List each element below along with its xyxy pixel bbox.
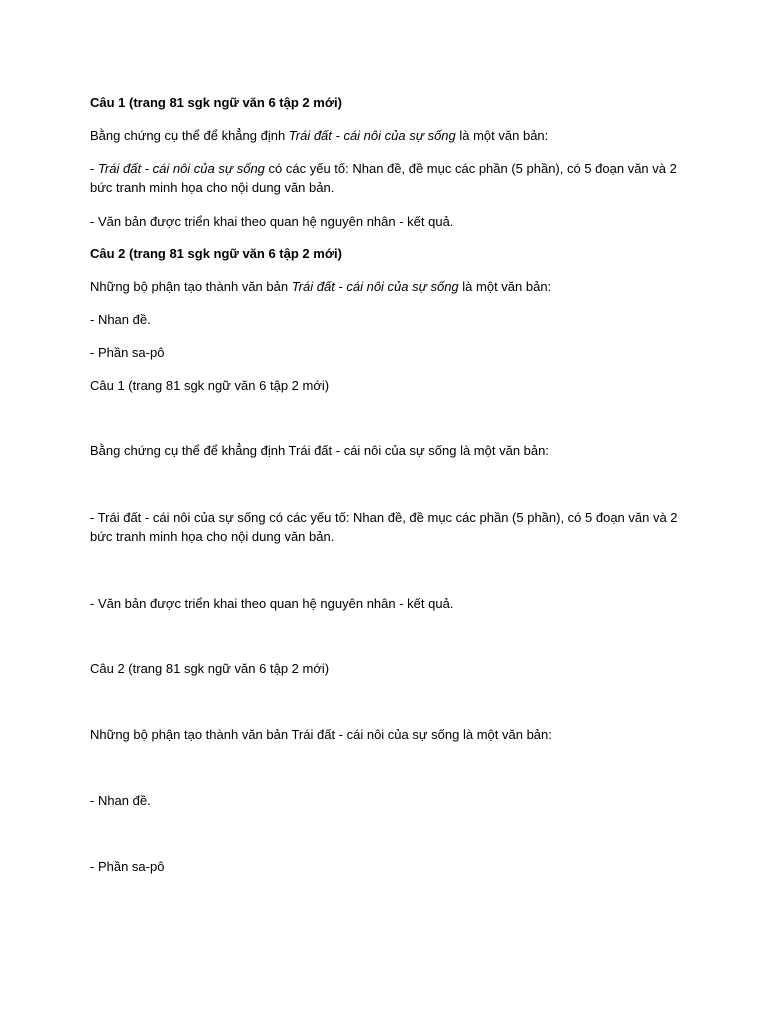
point-text: có các yếu tố: Nhan đề, đề mục các phần (5 phần), có 5 đoạn văn và 2 bức tranh minh họa cho nội dung văn bản. (90, 161, 677, 195)
intro-text-end: là một văn bản: (455, 128, 549, 143)
italic-title: Trái đất - cái nôi của sự sống (291, 279, 459, 294)
intro-text: Bằng chứng cụ thể để khẳng định (90, 128, 289, 143)
plain-question-1-intro: Bằng chứng cụ thể để khẳng định Trái đất - cái nôi của sự sống là một văn bản: (90, 443, 549, 458)
question-2-intro (90, 277, 690, 296)
dash: - (90, 161, 98, 176)
question-2-point-2: - Phần sa-pô (90, 345, 165, 360)
plain-question-2-intro: Những bộ phận tạo thành văn bản Trái đất - cái nôi của sự sống là một văn bản: (90, 727, 552, 742)
italic-title: Trái đất - cái nôi của sự sống (288, 128, 456, 143)
intro-text-end: là một văn bản: (458, 279, 552, 294)
question-1-heading: Câu 1 (trang 81 sgk ngữ văn 6 tập 2 mới) (90, 95, 342, 110)
question-2-point-1: - Nhan đề. (90, 312, 151, 327)
question-2-heading: Câu 2 (trang 81 sgk ngữ văn 6 tập 2 mới) (90, 246, 342, 261)
plain-question-2-point-2: - Phần sa-pô (90, 859, 165, 874)
plain-question-2-point-1: - Nhan đề. (90, 793, 151, 808)
italic-title: Trái đất - cái nôi của sự sống (97, 161, 265, 176)
plain-question-1-heading: Câu 1 (trang 81 sgk ngữ văn 6 tập 2 mới) (90, 378, 330, 393)
plain-question-1-point-2: - Văn bản được triển khai theo quan hệ nguyên nhân - kết quả. (90, 596, 454, 611)
plain-question-2-heading: Câu 2 (trang 81 sgk ngữ văn 6 tập 2 mới) (90, 661, 330, 676)
intro-text: Những bộ phận tạo thành văn bản (90, 279, 292, 294)
plain-question-1-point-1: - Trái đất - cái nôi của sự sống có các yếu tố: Nhan đề, đề mục các phần (5 phần), có 5 đoạn văn và 2 bức tranh minh họa cho nội dung văn bản. (90, 510, 678, 544)
question-1-intro (90, 126, 690, 145)
question-1-point-2: - Văn bản được triển khai theo quan hệ nguyên nhân - kết quả. (90, 214, 454, 229)
question-1-point-1 (90, 159, 690, 197)
